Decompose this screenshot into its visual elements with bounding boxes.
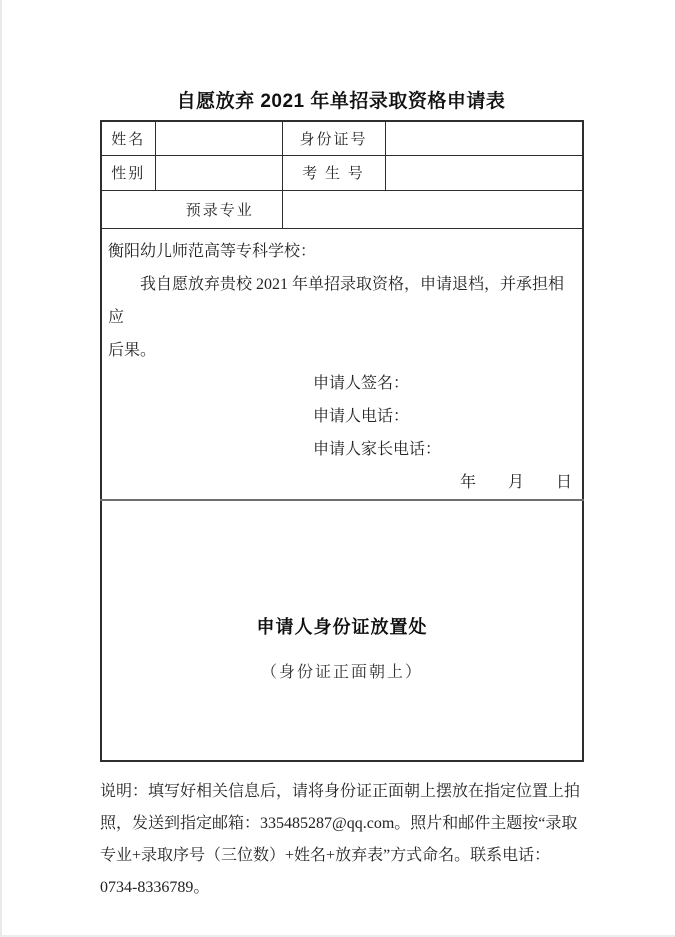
gender-label: 性别 [101,155,155,190]
id-card-placement-area[interactable] [101,500,583,761]
document-content [100,0,582,904]
applicant-phone-line[interactable]: 申请人电话： [313,407,410,425]
letter-section [101,228,583,500]
gender-value-cell[interactable] [155,155,282,190]
parent-phone-line[interactable]: 申请人家长电话： [313,440,442,458]
id-card-placement-heading: 申请人身份证放置处 [256,616,428,637]
table-row [101,155,583,190]
major-label: 预录专业 [101,190,282,228]
id-number-value-cell[interactable] [385,121,583,155]
id-card-placement-subheading: （身份证正面朝上） [260,663,423,681]
date-line[interactable]: 年 月 日 [459,473,572,491]
candidate-number-value-cell[interactable] [385,155,583,190]
applicant-signature-line[interactable]: 申请人签名： [313,374,410,392]
form-title: 自愿放弃 2021 年单招录取资格申请表 [176,91,506,112]
name-label: 姓名 [101,121,155,155]
candidate-number-label: 考 生 号 [282,155,385,190]
letter-body-line: 我自愿放弃贵校 2021 年单招录取资格，申请退档，并承担相应 [108,275,565,326]
signature-block [313,367,576,466]
note-line: 说明：填写好相关信息后，请将身份证正面朝上摆放在指定位置上拍 [100,782,581,800]
letter-salutation: 衡阳幼儿师范高等专科学校： [108,242,317,260]
table-row [101,500,583,761]
id-number-label: 身份证号 [282,121,385,155]
major-value-cell[interactable] [282,190,583,228]
note-line: 0734-8336789。 [100,878,210,896]
letter-body-line: 后果。 [108,341,157,359]
note-line: 专业+录取序号（三位数）+姓名+放弃表”方式命名。联系电话： [100,846,551,864]
table-row [101,190,583,228]
application-form-table [100,120,584,762]
name-value-cell[interactable] [155,121,282,155]
table-row [101,121,583,155]
note-line: 照，发送到指定邮箱：335485287@qq.com。照片和邮件主题按“录取 [100,814,578,832]
instructions-note [100,776,582,904]
table-row [101,228,583,500]
